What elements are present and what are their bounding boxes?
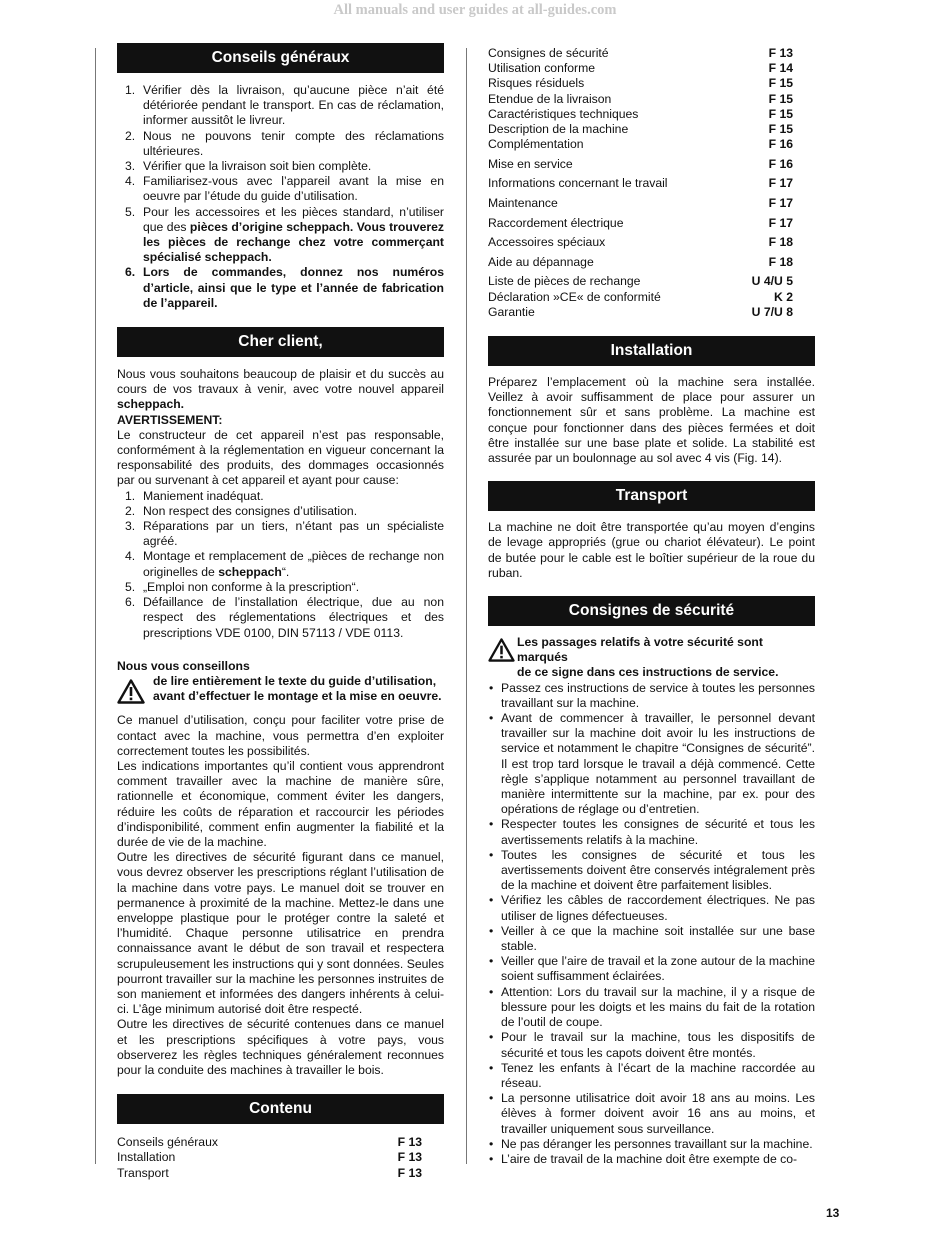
bullet-item: • La personne utilisatrice doit avoir 18 ans au moins. Les élèves à former doivent avoir 16 ans au moins, et travailler uniquement sous surveillance. (488, 1091, 815, 1137)
toc-page: F 16 (768, 156, 793, 171)
toc-page: F 15 (768, 76, 793, 91)
toc-label: Maintenance (488, 196, 558, 210)
toc-row (488, 92, 815, 107)
warning-triangle-icon (488, 638, 515, 662)
section-title-securite: Consignes de sécurité (488, 596, 815, 626)
toc-row (488, 176, 815, 191)
toc-row (488, 46, 815, 61)
toc-label: Risques résiduels (488, 76, 585, 91)
toc-page: F 15 (768, 106, 793, 121)
watermark: All manuals and user guides at all-guides.com (333, 2, 617, 18)
section-title-cher-client: Cher client, (117, 327, 444, 357)
safety-notice-line: Les passages relatifs à votre sécurité sont marqués (517, 635, 763, 665)
page-number: 13 (826, 1206, 840, 1220)
toc-page: F 18 (768, 235, 793, 250)
section-title-installation: Installation (488, 336, 815, 366)
toc-row (488, 274, 815, 289)
toc-page: U 4/U 5 (751, 274, 793, 289)
client-intro: Nous vous souhaitons beaucoup de plaisir et du succès au cours de vos travaux à venir, avec votre nouvel appareil scheppach. (117, 367, 444, 412)
toc-page: F 17 (768, 196, 793, 210)
toc-row (488, 76, 815, 91)
section-title-conseils: Conseils généraux (117, 43, 444, 73)
toc-row: Transport F 13 (117, 1165, 422, 1180)
safety-bullets (488, 681, 815, 1168)
client-body (117, 713, 444, 1078)
toc-label: Etendue de la livraison (488, 91, 612, 106)
brand-name: scheppach. (117, 397, 185, 412)
toc-label: Mise en service (488, 156, 573, 171)
list-item: 5. Pour les accessoires et les pièces standard, n’utiliser que des pièces d’origine scheppach. Vous trouverez les pièces de rechange chez votre commerçant spécialisé scheppach. (125, 204, 444, 265)
list-item: 6. Défaillance de l’installation électrique, due au non respect des réglementations électriques et des prescriptions VDE 0100, DIN 57113 / VDE 0113. (125, 595, 444, 640)
toc-label: Consignes de sécurité (488, 46, 609, 60)
toc-page: F 15 (768, 91, 793, 106)
column-divider-middle (466, 48, 467, 1164)
section-title-transport: Transport (488, 481, 815, 511)
bullet-item: • Pour le travail sur la machine, tous les dispositifs de sécurité et tous les capots doivent être montés. (488, 1030, 815, 1060)
toc-label: Utilisation conforme (488, 61, 596, 76)
toc-row (488, 157, 815, 172)
conseils-list (117, 83, 444, 311)
toc-row (488, 137, 815, 152)
list-item: 3. Réparations par un tiers, n’étant pas un spécialiste agréé. (125, 519, 444, 549)
toc-label: Accessoires spéciaux (488, 235, 606, 250)
toc-row: Conseils généraux F 13 (117, 1135, 422, 1150)
bullet-item: • Ne pas déranger les personnes travaillant sur la machine. (488, 1137, 815, 1152)
toc-page: F 17 (768, 176, 793, 191)
body-paragraph: Ce manuel d’utilisation, conçu pour faciliter votre prise de contact avec la machine, vous permettra d’en exploiter correctement toutes les possibilités. (117, 713, 444, 758)
section-installation (488, 336, 815, 466)
advice-line: avant d’effectuer le montage et la mise en oeuvre. (153, 689, 442, 704)
list-item: 5. „Emploi non conforme à la prescription“. (125, 579, 360, 594)
list-item: 1. Maniement inadéquat. (125, 488, 264, 503)
body-paragraph: Outre les directives de sécurité figurant dans ce manuel, vous devrez observer les prescriptions réglant l’utilisation de la machine dans votre pays. Le manuel doit se trouver en permanence à proximité de la machine. Mettez-le dans une enveloppe plastique pour le protéger contre la saleté et l’humidité. Chaque personne utilisatrice en prendra connaissance avant le début de son travail et respectera scrupuleusement les instructions qui y sont données. Seules pourront travailler sur la machine les personnes instruites de son maniement et informées des dangers inhérents à celui-ci. L’âge minimum autorisé doit être respecté. (117, 850, 444, 1017)
toc-page: F 18 (768, 254, 793, 269)
bullet-item: • Tenez les enfants à l’écart de la machine raccordée au réseau. (488, 1061, 815, 1091)
list-item: 3. Vérifier que la livraison soit bien complète. (125, 159, 372, 174)
toc-page: K 2 (774, 289, 793, 304)
toc-label: Description de la machine (488, 122, 629, 137)
advice-title: Nous vous conseillons (117, 658, 250, 673)
installation-text: Préparez l’emplacement où la machine sera installée. Veillez à avoir suffisamment de place pour assurer un fonctionnement sûr et sans problème. La machine est conçue pour fonctionner dans des pièces fermées et doit être installée sur une base plate et solide. La stabilité est assurée par un boulonnage au sol avec 4 vis (Fig. 14). (488, 374, 815, 465)
toc-page: F 17 (768, 215, 793, 230)
list-item: 2. Nous ne pouvons tenir compte des réclamations ultérieures. (125, 128, 444, 158)
warning-triangle-icon (117, 679, 145, 704)
toc-label: Informations concernant le travail (488, 176, 668, 191)
toc-row (488, 305, 815, 320)
right-column (488, 46, 815, 1167)
section-contenu (117, 1094, 444, 1181)
toc-label: Aide au dépannage (488, 254, 594, 269)
left-column (117, 43, 444, 1181)
body-paragraph: Les indications importantes qu’il contient vous apprendront comment travailler avec la machine de manière sûre, rationnelle et économique, comment éviter les dangers, réduire les coûts de réparation et raccourcir les périodes d’indisponibilité, comment enfin augmenter la fiabilité et la durée de vie de la machine. (117, 758, 444, 849)
toc-row: Installation F 13 (117, 1150, 422, 1165)
column-divider-left (95, 48, 96, 1164)
toc-row (488, 196, 815, 211)
toc-label: Déclaration »CE« de conformité (488, 289, 661, 304)
body-paragraph: Outre les directives de sécurité contenues dans ce manuel et les prescriptions spécifiques à votre pays, vous observerez les règles techniques généralement reconnues pour la conduite des machines à travailler le bois. (117, 1017, 444, 1077)
toc-row (488, 235, 815, 250)
toc-label: Liste de pièces de rechange (488, 274, 641, 289)
safety-notice (488, 635, 815, 681)
safety-notice-line: de ce signe dans ces instructions de service. (517, 665, 779, 680)
list-item: 4. Familiarisez-vous avec l’appareil avant la mise en oeuvre par l’étude du guide d’utilisation. (125, 174, 444, 204)
bullet-item: • Avant de commencer à travailler, le personnel devant travailler sur la machine doit avoir lu les instructions de service et notamment le chapitre “Consignes de sécurité”. Il est trop tard lorsque le travail a déjà commencé. Cette règle s’applique notamment au personnel travaillant de manière intermittente sur la machine, par ex. pour des opérations de réglage ou d’entretien. (488, 711, 815, 817)
toc-row (488, 255, 815, 270)
list-item: 4. Montage et remplacement de „pièces de rechange non originelles de scheppach“. (125, 549, 444, 579)
bullet-item: • Respecter toutes les consignes de sécurité et tous les avertissements relatifs à la machine. (488, 817, 815, 847)
list-item: 1. Vérifier dès la livraison, qu’aucune pièce n’ait été détériorée pendant le transport. En cas de réclamation, informer aussitôt le livreur. (125, 83, 444, 128)
toc-continued (488, 46, 815, 320)
warning-label: AVERTISSEMENT: (117, 412, 223, 427)
toc-page: F 13 (768, 46, 793, 60)
toc-row (488, 61, 815, 76)
toc-page: F 16 (768, 137, 793, 152)
bullet-item: • Veiller à ce que la machine soit installée sur une base stable. (488, 924, 815, 954)
bullet-item: • Toutes les consignes de sécurité et tous les avertissements doivent être conservés intégralement près de la machine et doivent être parfaitement lisibles. (488, 848, 815, 894)
bullet-item: • Attention: Lors du travail sur la machine, il y a risque de blessure pour les doigts et les mains du fait de la rotation de l’outil de coupe. (488, 985, 815, 1031)
warning-text: Le constructeur de cet appareil n’est pas responsable, conformément à la réglementation en vigueur concernant la responsabilité des produits, des dommages occasionnés par ou survenant à cet appareil et ayant pour cause: (117, 427, 444, 488)
toc-row (488, 122, 815, 137)
toc-row (488, 290, 815, 305)
list-item: 2. Non respect des consignes d’utilisation. (125, 503, 358, 518)
toc-label: Caractéristiques techniques (488, 106, 639, 121)
contenu-toc (117, 1135, 444, 1181)
transport-text: La machine ne doit être transportée qu’au moyen d’engins de levage appropriés (grue ou chariot élévateur). Le point de butée pour le cable est le boîtier supérieur de la roue du ruban. (488, 520, 815, 580)
bullet-item: • L’aire de travail de la machine doit être exempte de co- (488, 1152, 815, 1167)
toc-row (488, 216, 815, 231)
bullet-item: • Vérifiez les câbles de raccordement électriques. Ne pas utiliser de lignes défectueuses. (488, 893, 815, 923)
toc-row (488, 107, 815, 122)
toc-label: Garantie (488, 304, 535, 319)
toc-page: F 14 (768, 61, 793, 76)
section-conseils-generaux (117, 43, 444, 311)
toc-page: U 7/U 8 (751, 304, 793, 319)
toc-page: F 15 (768, 122, 793, 137)
list-item: 6. Lors de commandes, donnez nos numéros d’article, ainsi que le type et l’année de fabrication de l’appareil. (125, 265, 444, 310)
section-consignes-securite (488, 596, 815, 1167)
toc-label: Complémentation (488, 137, 584, 152)
section-title-contenu: Contenu (117, 1094, 444, 1124)
section-cher-client (117, 327, 444, 1078)
bullet-item: • Passez ces instructions de service à toutes les personnes travaillant sur la machine. (488, 681, 815, 711)
advice-block (117, 659, 444, 705)
section-transport (488, 481, 815, 581)
toc-label: Raccordement électrique (488, 215, 624, 230)
advice-line: de lire entièrement le texte du guide d’utilisation, (153, 673, 437, 688)
liability-list (117, 489, 444, 641)
bullet-item: • Veiller que l’aire de travail et la zone autour de la machine soient suffisamment éclairées. (488, 954, 815, 984)
